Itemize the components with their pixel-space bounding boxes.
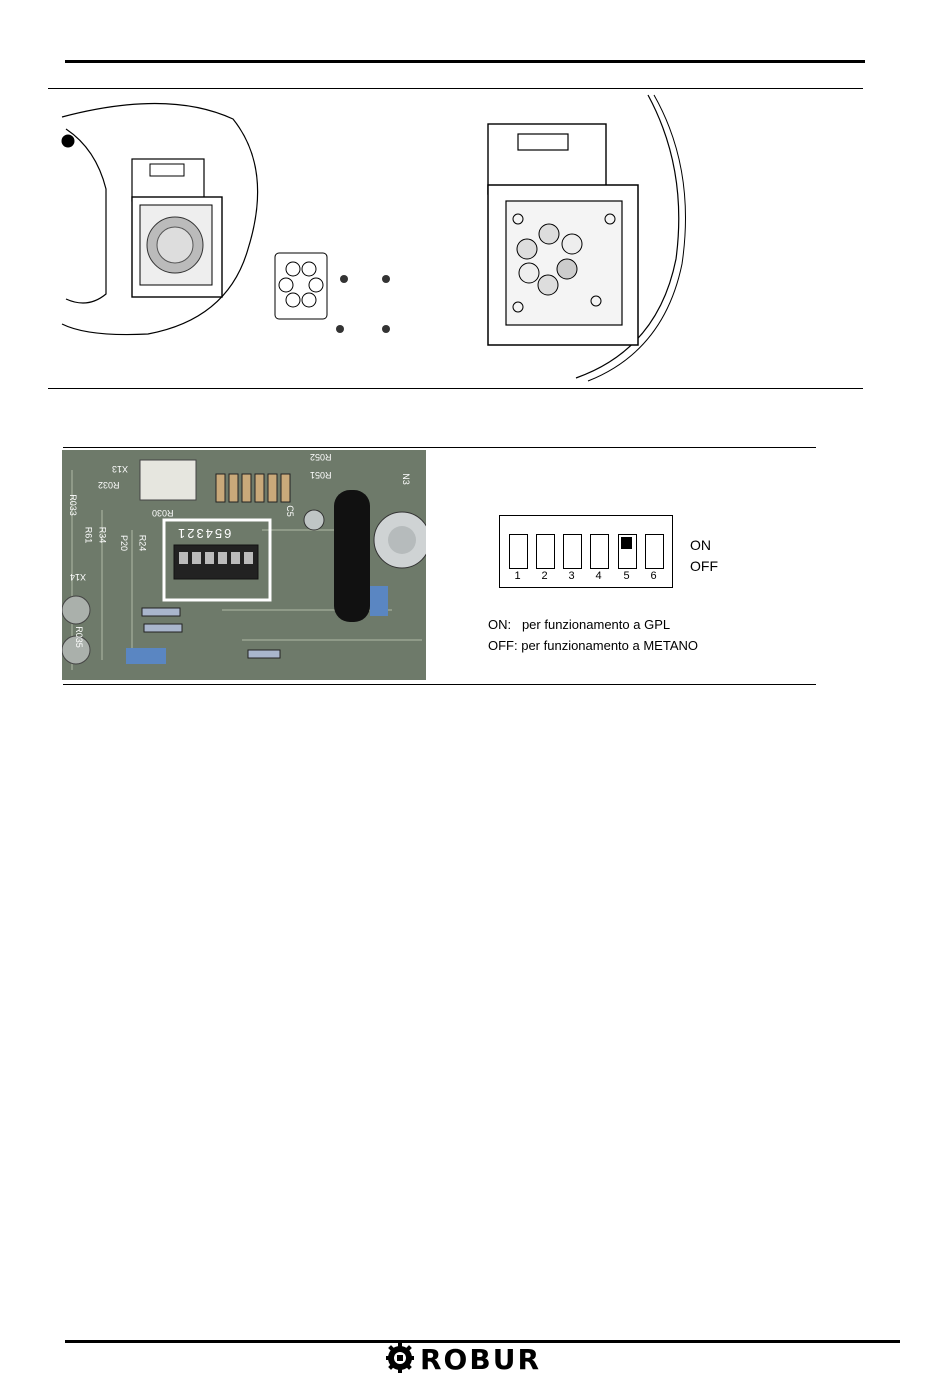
dip-number-5: 5 <box>623 570 630 582</box>
pcb-label-r035: R035 <box>73 626 84 648</box>
dip-figure-top-border <box>63 447 816 448</box>
pcb-label-r033: R033 <box>67 494 78 516</box>
robur-wordmark: ROBUR <box>420 1343 542 1373</box>
pcb-label-p20: P20 <box>119 534 130 552</box>
dip-switch-1 <box>509 534 528 569</box>
burner-assembly-illustration <box>48 89 863 388</box>
dip-switch-5-knob-on <box>621 537 632 549</box>
screws <box>336 275 390 333</box>
legend-off-label: OFF <box>690 558 718 574</box>
dip-switch-4 <box>590 534 609 569</box>
dip-switch-6 <box>645 534 664 569</box>
pcb-photo <box>62 450 426 680</box>
pcb-label-x13: X13 <box>112 464 129 474</box>
dip-switch-3 <box>563 534 582 569</box>
dip-number-1: 1 <box>514 570 521 582</box>
dip-figure-bottom-border <box>63 684 816 685</box>
pcb-label-r051: R051 <box>310 470 332 480</box>
header-rule <box>65 60 865 63</box>
pcb-label-r34: R34 <box>97 526 108 544</box>
dip-number-6: 6 <box>650 570 657 582</box>
pcb-label-r24: R24 <box>137 534 148 552</box>
note-on-gpl: ON: per funzionamento a GPL <box>488 617 671 632</box>
robur-gear-icon <box>386 1343 414 1373</box>
figure-bottom-border <box>48 388 863 389</box>
dip-number-3: 3 <box>568 570 575 582</box>
left-detail-circle <box>62 103 258 334</box>
legend-on-label: ON <box>690 537 711 553</box>
gasket-plate <box>275 253 327 319</box>
dip-switch-5 <box>618 534 637 569</box>
dip-switch-2 <box>536 534 555 569</box>
pcb-label-r032: R032 <box>98 480 120 490</box>
dip-number-2: 2 <box>541 570 548 582</box>
pcb-label-dip-numbers: 654321 <box>176 526 232 541</box>
right-detail-circle <box>488 95 686 381</box>
pcb-label-r61: R61 <box>83 526 94 544</box>
pcb-label-x14: X14 <box>70 572 87 582</box>
pcb-label-c5: C5 <box>284 505 295 517</box>
pcb-label-r052: R052 <box>310 452 332 462</box>
pcb-label-n3: N3 <box>400 473 411 485</box>
dip-switch-diagram <box>499 515 673 588</box>
note-off-metano: OFF: per funzionamento a METANO <box>488 638 698 653</box>
robur-logo <box>386 1343 582 1373</box>
dip-number-4: 4 <box>595 570 602 582</box>
pcb-label-r030: R030 <box>152 508 174 518</box>
